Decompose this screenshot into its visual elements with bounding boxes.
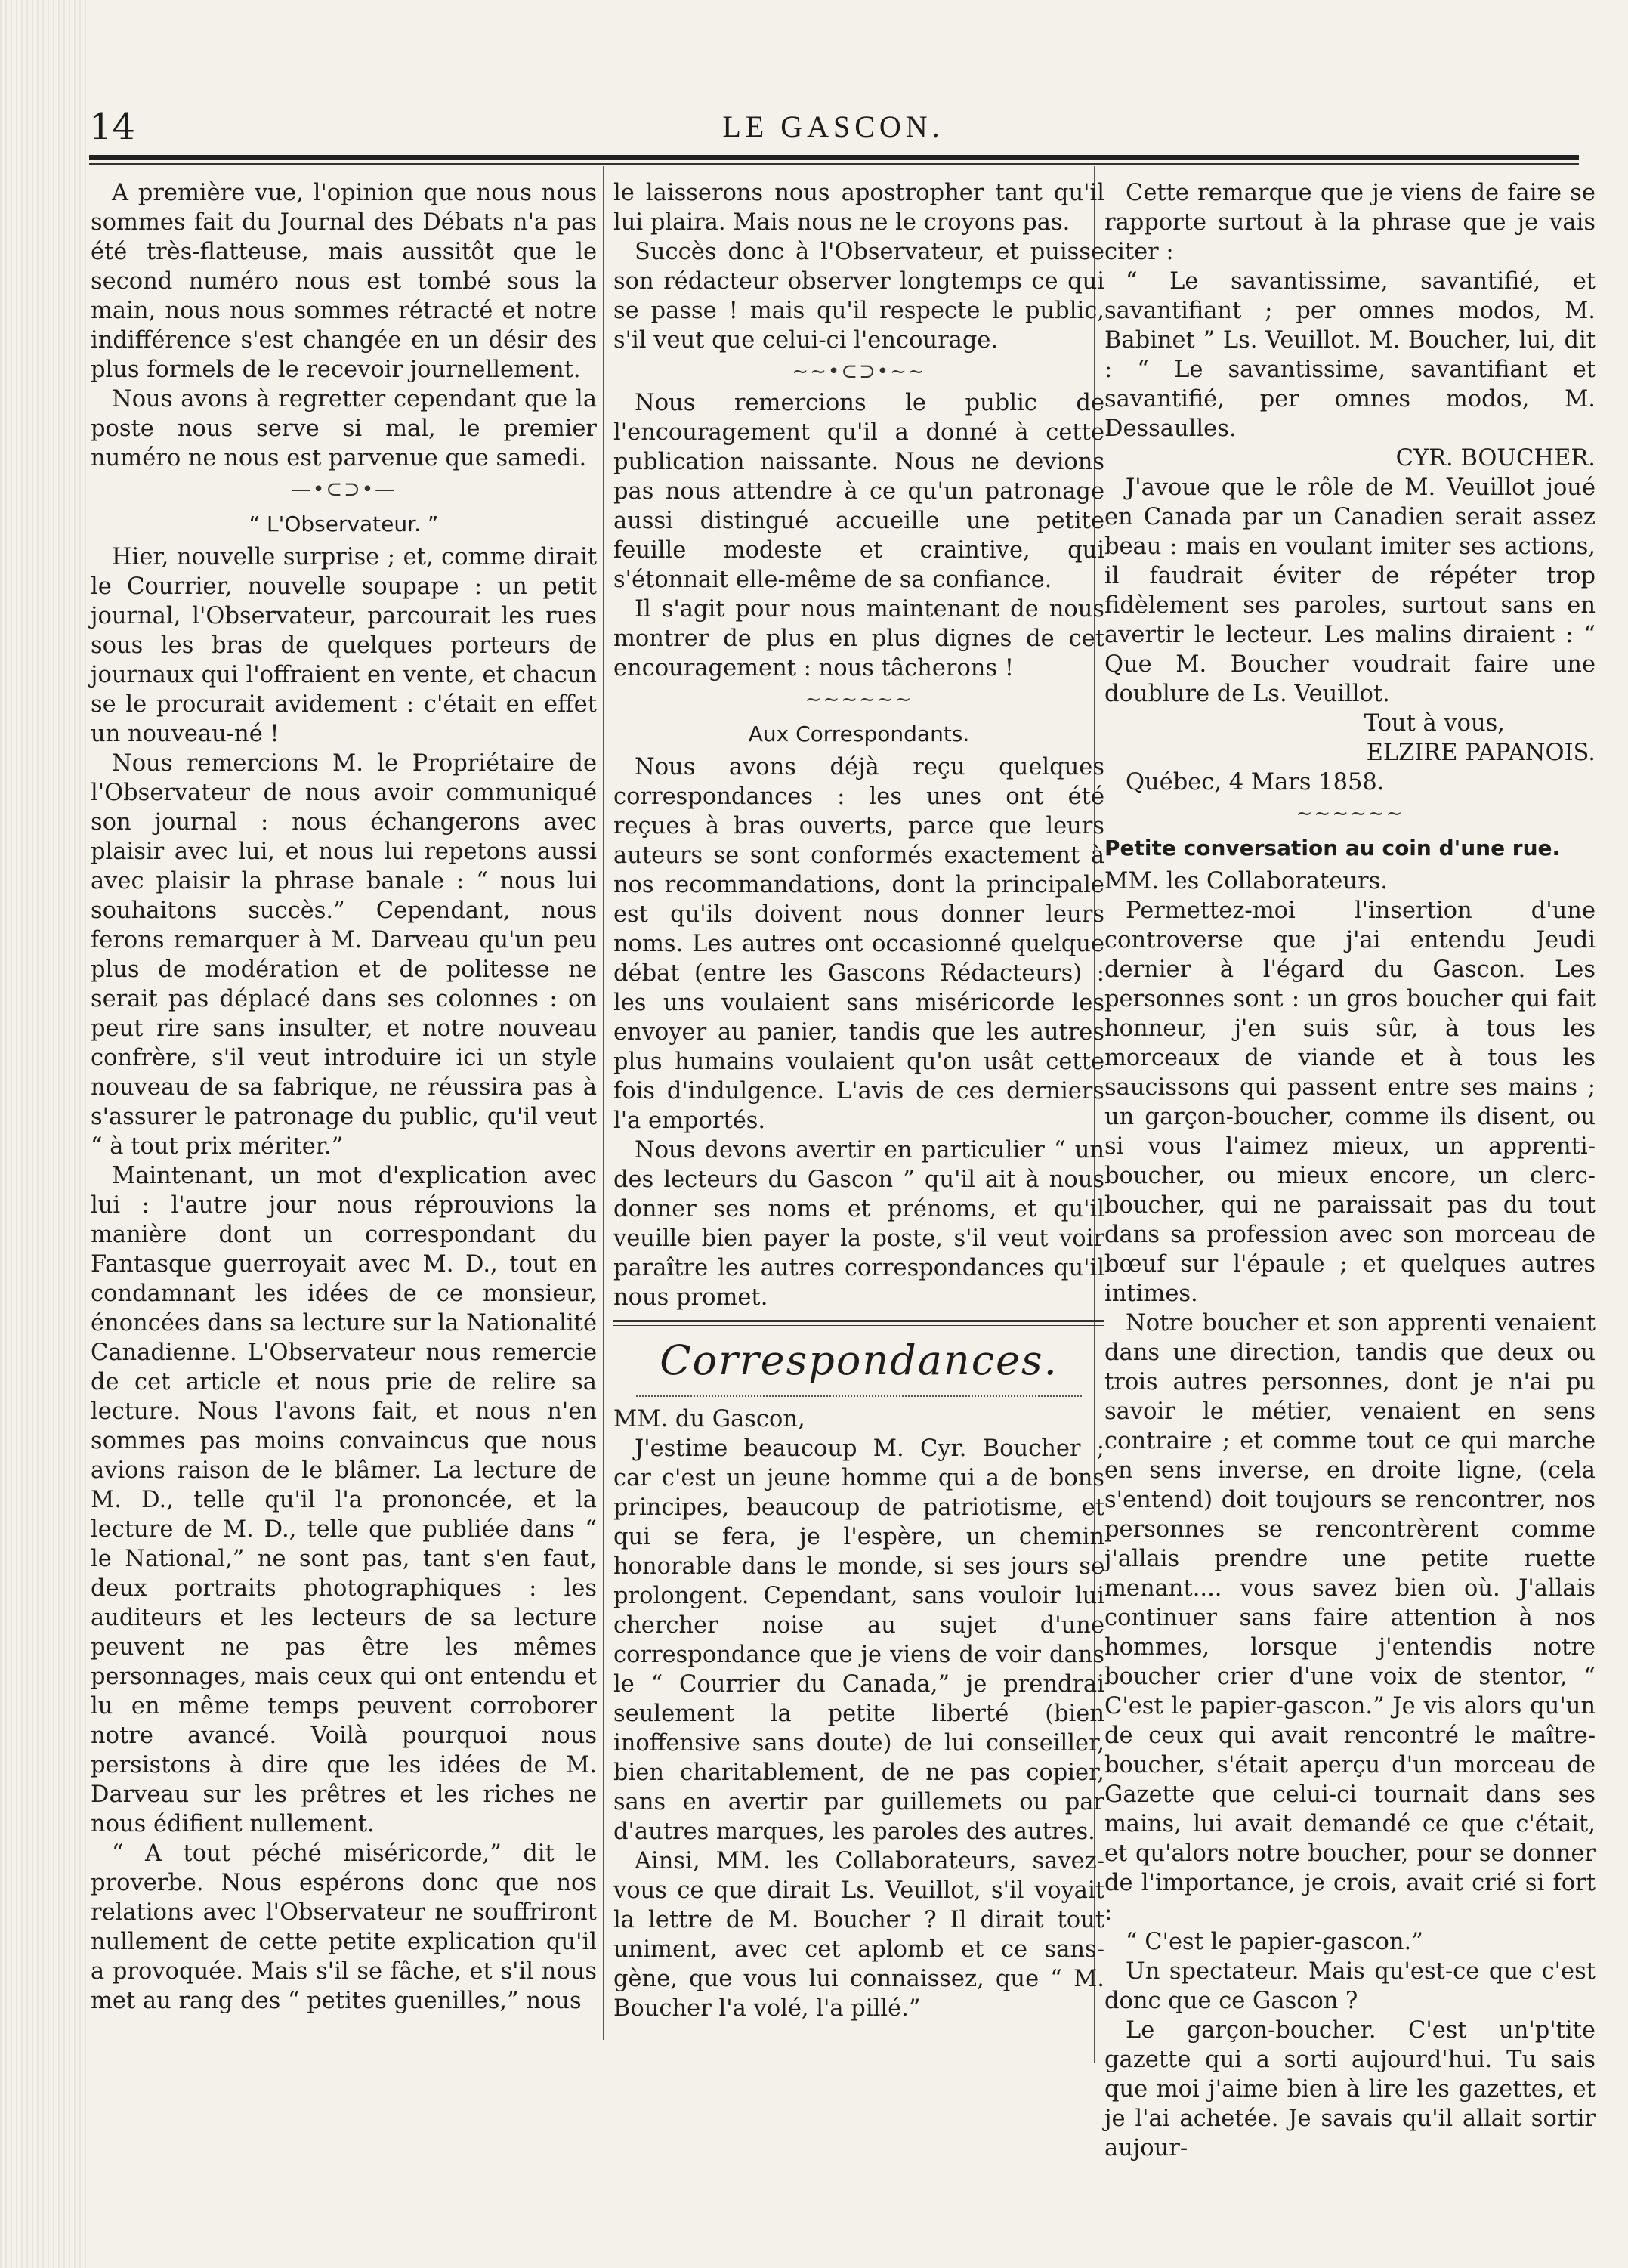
signature: ELZIRE PAPANOIS. [1366, 740, 1596, 766]
paragraph: Hier, nouvelle surprise ; et, comme dirait le Courrier, nouvelle soupape : un petit journal, l'Observateur, parcourait les rues sous les bras de quelques porteurs de journaux qui l'offraient en vente, et chacun se le procurait avidement : c'était en effet un nouveau-né ! [91, 544, 597, 747]
paragraph: le laisserons nous apostropher tant qu'il lui plaira. Mais nous ne le croyons pas. [613, 180, 1104, 236]
paragraph: Nous avons à regretter cependant que la poste nous serve si mal, le premier numéro ne nous est parvenue que samedi. [91, 386, 597, 471]
column-2 [613, 178, 1104, 2208]
header-rule-thin [89, 163, 1579, 165]
article-heading: Petite conversation au coin d'une rue. [1104, 836, 1561, 861]
paragraph: “ Le savantissime, savantifié, et savantifiant ; per omnes modos, M. Babinet ” Ls. Veuillot. M. Boucher, lui, dit : “ Le savantissime, savantifiant et savantifié, per omnes modos, M. Dessaulles. [1104, 268, 1596, 442]
paragraph: Permettez-moi l'insertion d'une controverse que j'ai entendu Jeudi dernier à l'égard du Gascon. Les personnes sont : un gros boucher qui fait honneur, j'en suis sûr, à tous les morceaux de viande et à tous les saucissons qui passent entre ses mains ; un garçon-boucher, comme ils disent, ou si vous l'aimez mieux, un apprenti-boucher, ou mieux encore, un clerc-boucher, qui ne paraissait pas du tout dans sa profession avec son morceau de bœuf sur l'épaule ; et quelques autres intimes. [1104, 898, 1596, 1307]
section-rule [613, 1320, 1104, 1326]
section-title: Correspondances. [660, 1336, 1058, 1384]
paragraph: Notre boucher et son apprenti venaient dans une direction, tandis que deux ou trois autres personnes, dont je n'ai pu savoir le métier, venaient en sens contraire ; et comme tout ce qui marche en sens inverse, en droite ligne, (cela s'entend) doit toujours se rencontrer, nos personnes se rencontrèrent comme j'allais prendre une petite ruette menant.... vous savez bien où. J'allais continuer sans faire attention à nos hommes, lorsque j'entendis notre boucher crier d'une voix de stentor, “ C'est le papier-gascon.” Je vis alors qu'un de ceux qui avait rencontré le maître-boucher, s'était aperçu d'un morceau de Gazette que celui-ci tournait dans ses mains, lui avait demandé ce que c'était, et qu'alors notre boucher, pour se donner de l'importance, je crois, avait crié si fort : [1104, 1310, 1596, 1926]
section-rule-dotted [636, 1395, 1082, 1397]
header-rule [89, 155, 1579, 160]
paragraph: A première vue, l'opinion que nous nous sommes fait du Journal des Débats n'a pas été très-flatteuse, mais aussitôt que le second numéro nous est tombé sous la main, nous nous sommes rétracté et notre indifférence s'est changée en un désir des plus formels de le recevoir journellement. [91, 180, 597, 383]
paragraph: Nous devons avertir en particulier “ un des lecteurs du Gascon ” qu'il ait à nous donner ses noms et prénoms, et qu'il veuille bien payer la poste, s'il veut voir paraître les autres correspondances qu'il nous promet. [613, 1137, 1104, 1311]
column-divider-1 [603, 166, 604, 2040]
paragraph: Nous remercions M. le Propriétaire de l'Observateur de nous avoir communiqué son journal : nous échangerons avec plaisir avec lui, et nous lui repetons aussi avec plaisir la phrase banale : “ nous lui souhaitons succès.” Cependant, nous ferons remarquer à M. Darveau qu'un peu plus de modération et de politesse ne serait pas déplacé dans ses colonnes : on peut rire sans insulter, et notre nouveau confrère, s'il veut introduire ici un style nouveau de sa fabrique, ne réussira pas à s'assurer le patronage du public, qu'il veut “ à tout prix mériter.” [91, 750, 597, 1160]
paragraph: Nous avons déjà reçu quelques correspondances : les unes ont été reçues à bras ouverts, parce que leurs auteurs se sont conformés exactement à nos recommandations, dont la principale est qu'ils doivent nous donner leurs noms. Les autres ont occasionné quelque débat (entre les Gascons Rédacteurs) : les uns voulaient sans miséricorde les envoyer au panier, tandis que les autres plus humains voulaient qu'on usât cette fois d'indulgence. L'avis de ces derniers l'a emportés. [613, 754, 1104, 1134]
ornament-divider: ~~•⊂⊃•~~ [792, 360, 926, 383]
paragraph: “ C'est le papier-gascon.” [1126, 1929, 1423, 1955]
salutation: MM. les Collaborateurs. [1104, 868, 1388, 895]
paragraph: Un spectateur. Mais qu'est-ce que c'est donc que ce Gascon ? [1104, 1958, 1596, 2014]
column-1 [91, 178, 597, 2208]
salutation: MM. du Gascon, [613, 1406, 805, 1432]
article-heading: Aux Correspondants. [748, 721, 970, 746]
page-edge-speckle [0, 0, 87, 2268]
paragraph: J'estime beaucoup M. Cyr. Boucher ; car c'est un jeune homme qui a de bons principes, beaucoup de patriotisme, et qui se fera, je l'espère, un chemin honorable dans le monde, si ses jours se prolongent. Cependant, sans vouloir lui chercher noise au sujet d'une correspondance que je viens de voir dans le “ Courrier du Canada,” je prendrai seulement la petite liberté (bien inoffensive sans doute) de lui conseiller, bien charitablement, de ne pas copier, sans en avertir par guillemets ou par d'autres marques, les paroles des autres. [613, 1435, 1104, 1845]
ornament-divider: ~~~~~~ [805, 688, 913, 711]
signature: CYR. BOUCHER. [1395, 445, 1596, 471]
article-heading: “ L'Observateur. ” [249, 511, 439, 536]
newspaper-title: LE GASCON. [722, 110, 944, 144]
page-header [89, 106, 1577, 151]
paragraph: Maintenant, un mot d'explication avec lui : l'autre jour nous réprouvions la manière dont un correspondant du Fantasque guerroyait avec M. D., tout en condamnant les idées de ce monsieur, énoncées dans sa lecture sur la Nationalité Canadienne. L'Observateur nous remercie de cet article et nous prie de relire sa lecture. Nous l'avons fait, et nous n'en sommes pas moins convaincus que nous avions raison de le blâmer. La lecture de M. D., telle qu'il l'a prononcée, et la lecture de M. D., telle que publiée dans “ le National,” ne sont pas, tant s'en faut, deux portraits photographiques : les auditeurs et les lecteurs de sa lecture peuvent ne pas être les mêmes personnages, mais ceux qui ont entendu et lu en même temps peuvent corroborer notre avancé. Voilà pourquoi nous persistons à dire que les idées de M. Darveau sur les prêtres et les riches ne nous édifient nullement. [91, 1163, 597, 1837]
paragraph: Nous remercions le public de l'encouragement qu'il a donné à cette publication naissante. Nous ne devions pas nous attendre à ce qu'un patronage aussi distingué accueille une petite feuille modeste et craintive, qui s'étonnait elle-même de sa confiance. [613, 390, 1104, 593]
paragraph: Cette remarque que je viens de faire se rapporte surtout à la phrase que je vais citer : [1104, 180, 1596, 265]
place-date: Québec, 4 Mars 1858. [1126, 769, 1385, 796]
paragraph: “ A tout péché miséricorde,” dit le proverbe. Nous espérons donc que nos relations avec l'Observateur ne souffriront nullement de cette petite explication qu'il a provoquée. Mais s'il se fâche, et s'il nous met au rang des “ petites guenilles,” nous [91, 1840, 597, 2014]
paragraph: Le garçon-boucher. C'est un'p'tite gazette qui a sorti aujourd'hui. Tu sais que moi j'aime bien à lire les gazettes, et je l'ai achetée. Je savais qu'il allait sortir aujour- [1104, 2017, 1596, 2161]
paragraph: Succès donc à l'Observateur, et puisse son rédacteur observer longtemps ce qui se passe ! mais qu'il respecte le public, s'il veut que celui-ci l'encourage. [613, 239, 1104, 354]
ornament-divider: —•⊂⊃•— [291, 478, 397, 501]
page-number: 14 [89, 106, 136, 148]
paragraph: Ainsi, MM. les Collaborateurs, savez-vous ce que dirait Ls. Veuillot, s'il voyait la lettre de M. Boucher ? Il dirait tout uniment, avec cet aplomb et ce sans-gène, que vous lui connaissez, que “ M. Boucher l'a volé, l'a pillé.” [613, 1848, 1104, 2022]
column-3 [1104, 178, 1596, 2208]
ornament-divider: ~~~~~~ [1296, 802, 1404, 825]
closing: Tout à vous, [1364, 710, 1505, 737]
paragraph: J'avoue que le rôle de M. Veuillot joué en Canada par un Canadien serait assez beau : mais en voulant imiter ses actions, il faudrait éviter de répéter trop fidèlement ses paroles, surtout sans en avertir le lecteur. Les malins diraient : “ Que M. Boucher voudrait faire une doublure de Ls. Veuillot. [1104, 474, 1596, 707]
paragraph: Il s'agit pour nous maintenant de nous montrer de plus en plus dignes de cet encouragement : nous tâcherons ! [613, 596, 1104, 681]
